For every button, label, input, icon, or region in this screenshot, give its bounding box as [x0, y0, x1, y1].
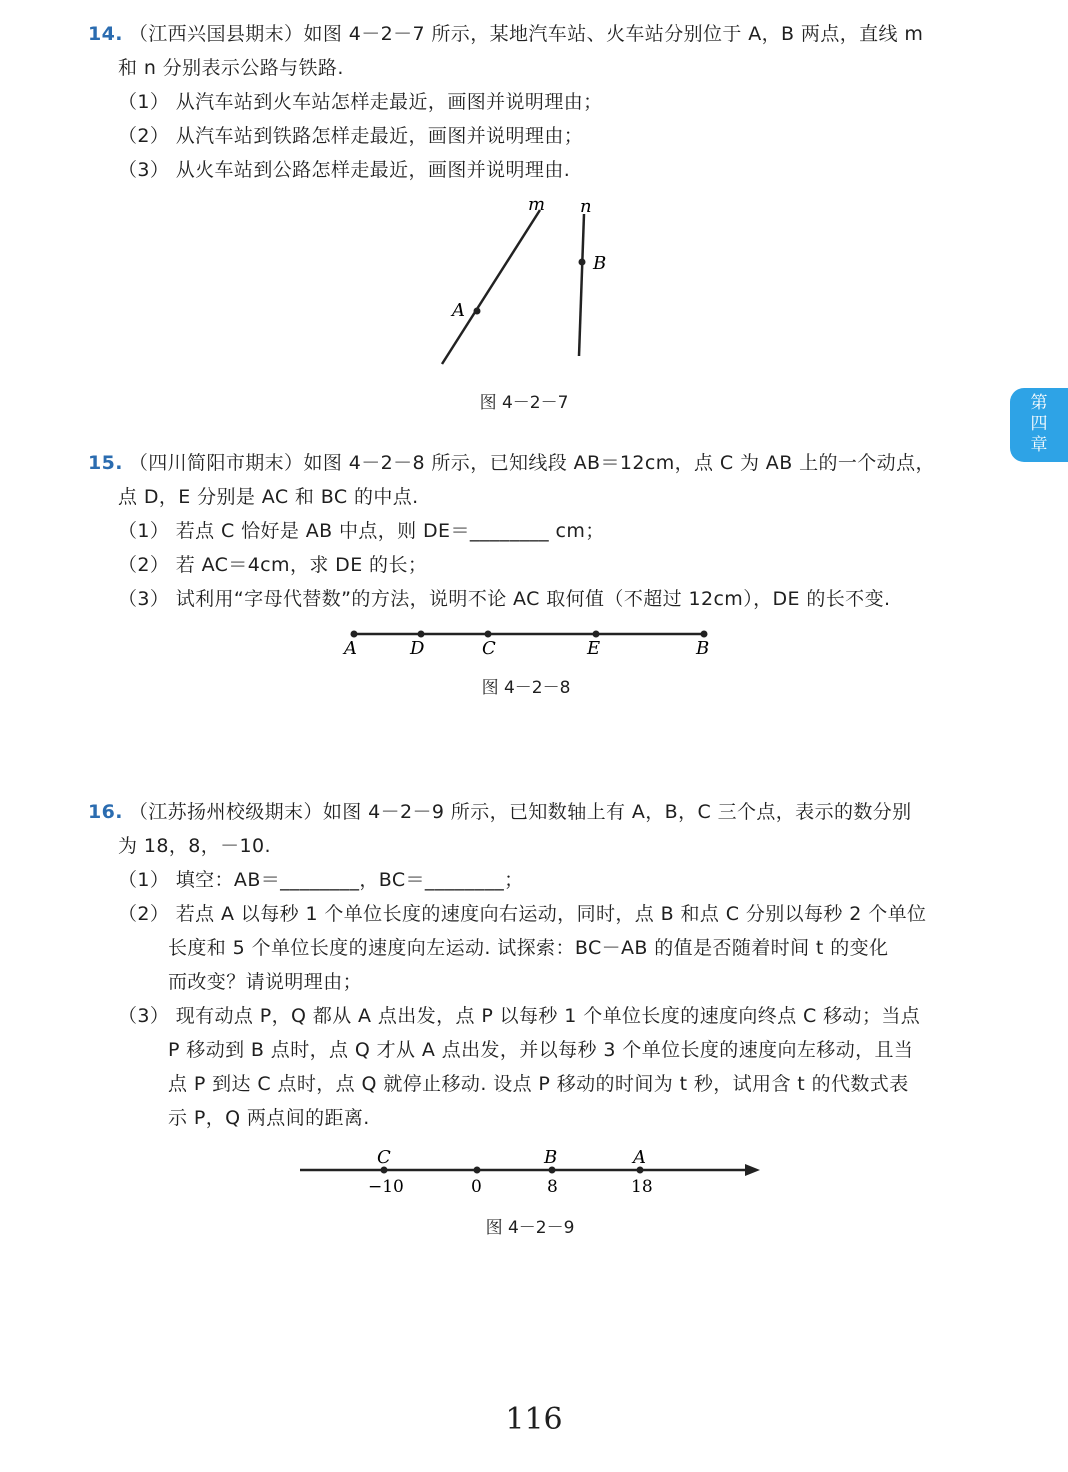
line-n	[579, 214, 584, 356]
problem-14	[88, 17, 973, 187]
figure-4-2-9	[295, 1140, 775, 1200]
sub-question-cont: 点 P 到达 C 点时，点 Q 就停止移动. 设点 P 移动的时间为 t 秒，试用含 t 的代数式表	[168, 1073, 909, 1095]
tick-label: 0	[471, 1177, 482, 1197]
sub-question-cont: 长度和 5 个单位长度的速度向左运动. 试探索：BC－AB 的值是否随着时间 t 的变化	[168, 937, 889, 959]
figure-caption: 图 4－2－8	[481, 678, 571, 698]
sub-question: （3） 从火车站到公路怎样走最近，画图并说明理由.	[118, 159, 571, 181]
point-c	[485, 631, 492, 638]
sub-question: （2） 从汽车站到铁路怎样走最近，画图并说明理由；	[118, 125, 584, 147]
sub-question: （1） 若点 C 恰好是 AB 中点，则 DE＝________ cm；	[118, 520, 605, 542]
problem-15	[88, 446, 973, 616]
label-c: C	[482, 638, 496, 659]
problem-text: （江苏扬州校级期末）如图 4－2－9 所示，已知数轴上有 A，B，C 三个点，表示的数分别	[128, 801, 912, 823]
problem-text: （四川简阳市期末）如图 4－2－8 所示，已知线段 AB＝12cm，点 C 为 AB 上的一个动点，	[128, 452, 935, 474]
page-number: 116	[505, 1402, 563, 1437]
tick-label: 8	[547, 1177, 558, 1197]
sub-question: （2） 若点 A 以每秒 1 个单位长度的速度向右运动，同时，点 B 和点 C 分别以每秒 2 个单位	[118, 903, 927, 925]
point-e	[593, 631, 600, 638]
sub-question: （3） 试利用“字母代替数”的方法，说明不论 AC 取何值（不超过 12cm），DE 的长不变.	[118, 588, 891, 610]
sub-question: （2） 若 AC＝4cm，求 DE 的长；	[118, 554, 428, 576]
figure-caption: 图 4－2－7	[479, 393, 569, 413]
label-a: A	[633, 1147, 646, 1168]
label-n: n	[580, 196, 592, 217]
problem-16	[88, 795, 973, 1135]
label-b: B	[593, 253, 607, 274]
problem-number: 16.	[88, 801, 123, 823]
problem-text: （江西兴国县期末）如图 4－2－7 所示，某地汽车站、火车站分别位于 A，B 两点，直线 m	[128, 23, 924, 45]
sub-question: （3） 现有动点 P，Q 都从 A 点出发，点 P 以每秒 1 个单位长度的速度向终点 C 移动；当点	[118, 1005, 921, 1027]
figure-4-2-8	[330, 620, 730, 660]
problem-text: 点 D，E 分别是 AC 和 BC 的中点.	[118, 486, 419, 508]
sub-question: （1） 从汽车站到火车站怎样走最近，画图并说明理由；	[118, 91, 603, 113]
label-d: D	[410, 638, 425, 659]
line-m	[442, 210, 540, 364]
sub-question-cont: 示 P，Q 两点间的距离.	[168, 1107, 370, 1129]
point-origin	[474, 1167, 481, 1174]
point-d	[418, 631, 425, 638]
label-a: A	[344, 638, 357, 659]
problem-number: 14.	[88, 23, 123, 45]
problem-text: 和 n 分别表示公路与铁路.	[118, 57, 344, 79]
sub-question: （1） 填空：AB＝________，BC＝________；	[118, 869, 524, 891]
tick-label: 18	[631, 1177, 653, 1197]
problem-text: 为 18，8，－10.	[118, 835, 271, 857]
figure-4-2-7	[420, 190, 640, 375]
label-m: m	[528, 194, 546, 215]
sub-question-cont: 而改变？请说明理由；	[168, 971, 363, 993]
point-a	[351, 631, 358, 638]
label-b: B	[696, 638, 710, 659]
label-b: B	[544, 1147, 558, 1168]
sub-question-cont: P 移动到 B 点时，点 Q 才从 A 点出发，并以每秒 3 个单位长度的速度向左移动，且当	[168, 1039, 914, 1061]
tick-label: −10	[368, 1177, 404, 1197]
figure-caption: 图 4－2－9	[485, 1218, 575, 1238]
label-a: A	[452, 300, 465, 321]
chapter-tab	[1010, 388, 1068, 462]
chapter-tab-label: 第四章	[1030, 393, 1048, 455]
problem-number: 15.	[88, 452, 123, 474]
point-a	[474, 308, 481, 315]
label-e: E	[587, 638, 601, 659]
point-b	[579, 259, 586, 266]
point-b	[701, 631, 708, 638]
axis-arrow-icon	[745, 1164, 760, 1176]
label-c: C	[377, 1147, 391, 1168]
